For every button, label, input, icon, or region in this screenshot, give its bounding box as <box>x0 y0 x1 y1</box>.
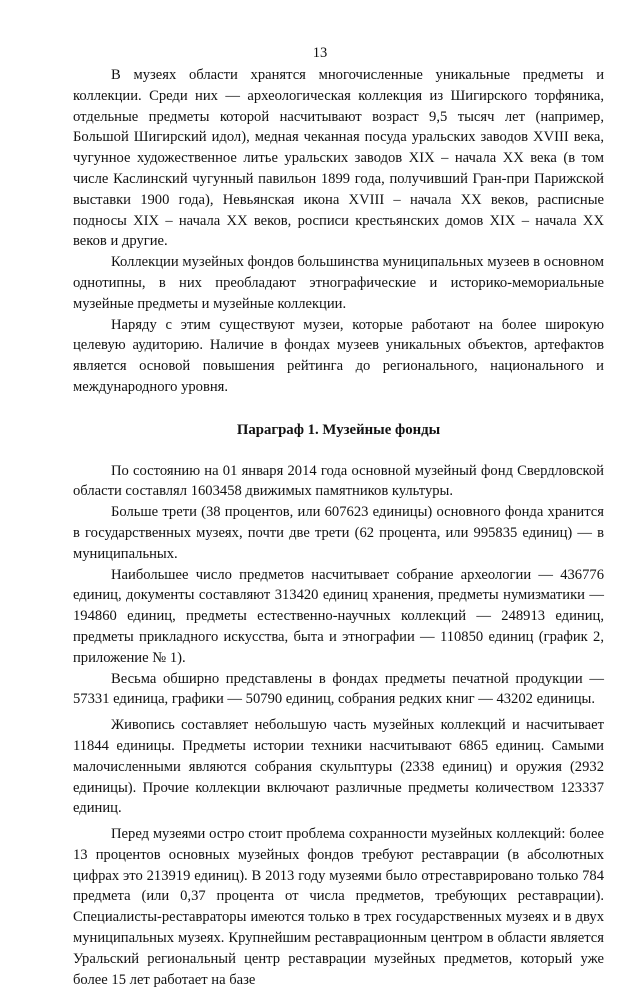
paragraph-print-collections: Весьма обширно представлены в фондах предметы печатной продукции — 57331 единица, графики — 50790 единиц, собрания редких книг — 43202 единицы. <box>73 670 604 708</box>
paragraph-fund-total: По состоянию на 01 января 2014 года основной музейный фонд Свердловской области составлял 1603458 движимых памятников культуры. <box>73 462 604 500</box>
paragraph-painting-collections: Живопись составляет небольшую часть музейных коллекций и насчитывает 11844 единицы. Предметы истории техники насчитывают 6865 единиц. Самыми малочисленными являются собрания скульптуры (2338 единиц) и оружия (2932 единицы). Прочие коллекции включают различные предметы количеством 123337 единиц. <box>73 717 604 817</box>
paragraph-unique-collections: В музеях области хранятся многочисленные уникальные предметы и коллекции. Среди них — археологическая коллекция из Шигирского торфяника, отдельные предметы которой насчитывают возраст 9,5 тысяч лет (например, Большой Шигирский идол), медная чеканная посуда уральских заводов XVIII века, чугунное художественное литье уральских заводов XIX – начала XX века (в том числе Каслинский чугунный павильон 1899 года, получивший Гран-при Парижской выставки 1900 года), Невьянская икона XVIII – начала XX веков, расписные подносы XIX – начала XX веков, росписи крестьянских домов XIX – начала XX веков и другие. <box>73 67 604 250</box>
page-number: 13 <box>312 45 328 61</box>
page-content <box>73 65 604 990</box>
paragraph-wider-audience: Наряду с этим существуют музеи, которые работают на более широкую целевую аудиторию. Наличие в фондах музеев уникальных объектов, артефактов является основой повышения рейтинга до регионального, национального и международного уровня. <box>73 316 604 395</box>
paragraph-largest-collections: Наибольшее число предметов насчитывает собрание археологии — 436776 единиц, документы составляют 313420 единиц хранения, предметы нумизматики — 194860 единиц, предметы естественно-научных коллекций — 248913 единиц, предметы прикладного искусства, быта и этнографии — 110850 единиц (график 2, приложение № 1). <box>73 566 604 666</box>
paragraph-restoration: Перед музеями остро стоит проблема сохранности музейных коллекций: более 13 процентов основных музейных фондов требуют реставрации (в абсолютных цифрах это 213919 единиц). В 2013 году музеями было отреставрировано только 784 предмета (или 0,37 процента от числа предметов, требующих реставрации). Специалисты-реставраторы имеются только в трех государственных музеях и в двух муниципальных музеях. Крупнейшим реставрационным центром в области является Уральский региональный центр реставрации музейных предметов, который уже более 15 лет работает на базе <box>73 826 604 988</box>
paragraph-fund-distribution: Больше трети (38 процентов, или 607623 единицы) основного фонда хранится в государственных музеях, почти две трети (62 процента, или 995835 единиц) — в муниципальных. <box>73 504 604 562</box>
section-heading: Параграф 1. Музейные фонды <box>236 421 441 438</box>
paragraph-municipal-collections: Коллекции музейных фондов большинства муниципальных музеев в основном однотипны, в них преобладают этнографические и историко-мемориальные музейные предметы и музейные коллекции. <box>73 254 604 312</box>
